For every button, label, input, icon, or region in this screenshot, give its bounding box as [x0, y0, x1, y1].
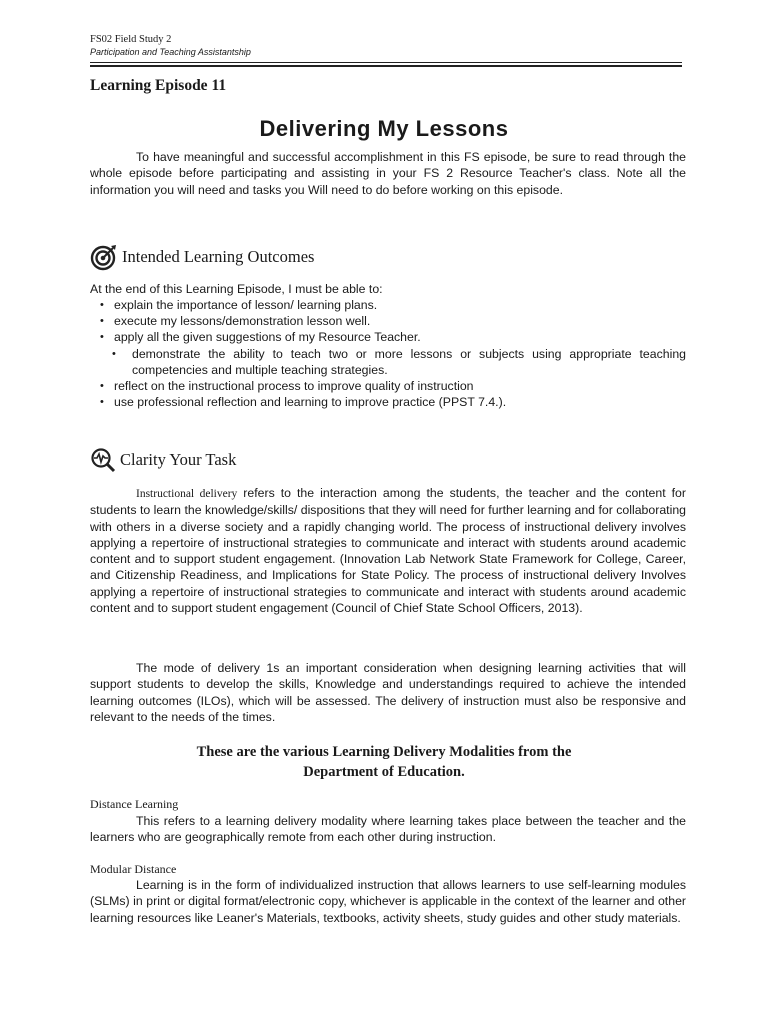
task-paragraph-2: The mode of delivery 1s an important consideration when designing learning activities that will support students to develop the skills, Knowledge and understandings required to achieve the intended learning outcomes (ILOs), which will be assessed. The delivery of instruction must also be responsive and relevant to the needs of the times. [90, 661, 686, 724]
header-rule-thin [90, 62, 682, 63]
outcomes-heading-text: Intended Learning Outcomes [122, 247, 315, 266]
course-subtitle: Participation and Teaching Assistantship [90, 47, 251, 57]
outcomes-lead: At the end of this Learning Episode, I must be able to: [90, 282, 383, 296]
outcomes-heading [90, 243, 314, 271]
task-heading-text: Clarity Your Task [120, 450, 237, 469]
list-item: • explain the importance of lesson/ learning plans. [92, 297, 686, 313]
task-paragraph-1 [90, 485, 686, 616]
target-icon [90, 243, 118, 271]
modality-name: Distance Learning [90, 797, 179, 811]
modalities-heading-line2: Department of Education. [303, 764, 465, 780]
intro-paragraph: To have meaningful and successful accomplishment in this FS episode, be sure to read through the whole episode before participating and assisting in your FS 2 Resource Teacher's class. Note all the information you will need and tasks you Will need to do before working on this episode. [90, 150, 686, 197]
course-header: FS02 Field Study 2 [90, 34, 172, 45]
modality-text: Learning is in the form of individualized instruction that allows learners to use self-learning modules (SLMs) in print or digital format/electronic copy, whichever is applicable in the context of the learner and other learning resources like Leaner's Materials, textbooks, activity sheets, study guides and other study materials. [90, 878, 686, 925]
modalities-heading-line1: These are the various Learning Delivery Modalities from the [196, 744, 572, 760]
list-item: • reflect on the instructional process to improve quality of instruction [92, 378, 686, 394]
list-item: • demonstrate the ability to teach two or more lessons or subjects using appropriate teaching competencies and multiple teaching strategies. [92, 346, 686, 378]
episode-label: Learning Episode 11 [90, 77, 227, 94]
task-heading [90, 447, 236, 473]
list-item: • apply all the given suggestions of my Resource Teacher. [92, 329, 686, 345]
list-item: • execute my lessons/demonstration lesson well. [92, 313, 686, 329]
page-title: Delivering My Lessons [259, 116, 509, 141]
task-paragraph-1-text: refers to the interaction among the students, the teacher and the content for students to learn the knowledge/skills/ dispositions that they will need for further learning and for collaborating with others in a diverse society and a rapidly changing world. The process of instructional delivery involves applying a repertoire of instructional strategies to communicate and interact with students around academic content and to support student engagement. (Innovation Lab Network State Framework for College, Career, and Citizenship Readiness, and Implications for State Policy. The process of instructional delivery Involves applying a repertoire of instructional strategies to communicate and interact with students around academic content and to support student engagement (Council of Chief State School Officers, 2013). [90, 486, 686, 616]
magnifier-pulse-icon [90, 447, 116, 473]
modality-text: This refers to a learning delivery modality where learning takes place between the teacher and the learners who are geographically remote from each other during instruction. [90, 814, 686, 845]
header-rule-thick [90, 65, 682, 67]
instructional-delivery-term: Instructional delivery [136, 488, 238, 500]
modalities-heading [0, 742, 768, 782]
outcomes-list [92, 297, 686, 410]
list-item: • use professional reflection and learning to improve practice (PPST 7.4.). [92, 394, 686, 410]
modality-name: Modular Distance [90, 862, 177, 876]
